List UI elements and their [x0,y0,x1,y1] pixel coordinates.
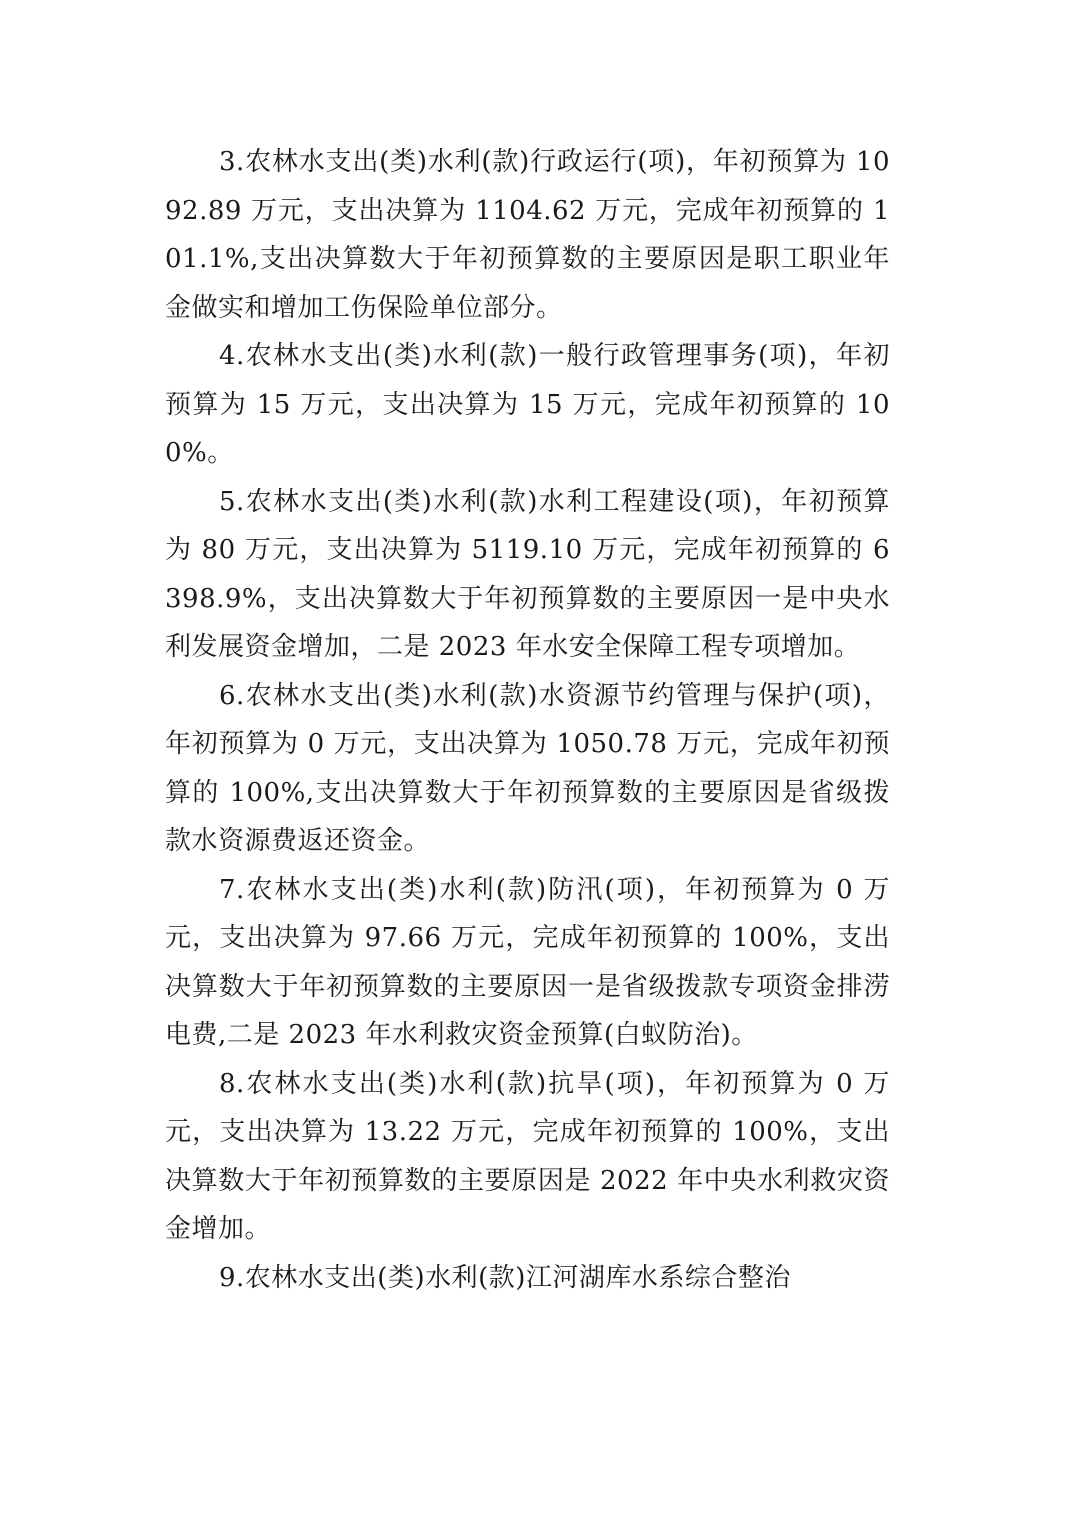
paragraph-item-8: 8.农林水支出(类)水利(款)抗旱(项)，年初预算为 0 万元，支出决算为 13.22 万元，完成年初预算的 100%，支出决算数大于年初预算数的主要原因是 2022 年中央水利救灾资金增加。 [165,1068,890,1244]
document-body [165,138,890,1302]
paragraph-item-6: 6.农林水支出(类)水利(款)水资源节约管理与保护(项)，年初预算为 0 万元，支出决算为 1050.78 万元，完成年初预算的 100%,支出决算数大于年初预算数的主要原因是省级拨款水资源费返还资金。 [165,680,890,856]
paragraph-item-5: 5.农林水支出(类)水利(款)水利工程建设(项)，年初预算为 80 万元，支出决算为 5119.10 万元，完成年初预算的 6398.9%，支出决算数大于年初预算数的主要原因一是中央水利发展资金增加，二是 2023 年水安全保障工程专项增加。 [165,486,890,662]
paragraph-item-9: 9.农林水支出(类)水利(款)江河湖库水系综合整治 [219,1262,791,1293]
paragraph-item-7: 7.农林水支出(类)水利(款)防汛(项)，年初预算为 0 万元，支出决算为 97.66 万元，完成年初预算的 100%，支出决算数大于年初预算数的主要原因一是省级拨款专项资金排涝电费,二是 2023 年水利救灾资金预算(白蚁防治)。 [165,874,890,1050]
paragraph-item-3: 3.农林水支出(类)水利(款)行政运行(项)，年初预算为 1092.89 万元，支出决算为 1104.62 万元，完成年初预算的 101.1%,支出决算数大于年初预算数的主要原因是职工职业年金做实和增加工伤保险单位部分。 [165,147,890,323]
paragraph-item-4: 4.农林水支出(类)水利(款)一般行政管理事务(项)，年初预算为 15 万元，支出决算为 15 万元，完成年初预算的 100%。 [165,341,890,468]
